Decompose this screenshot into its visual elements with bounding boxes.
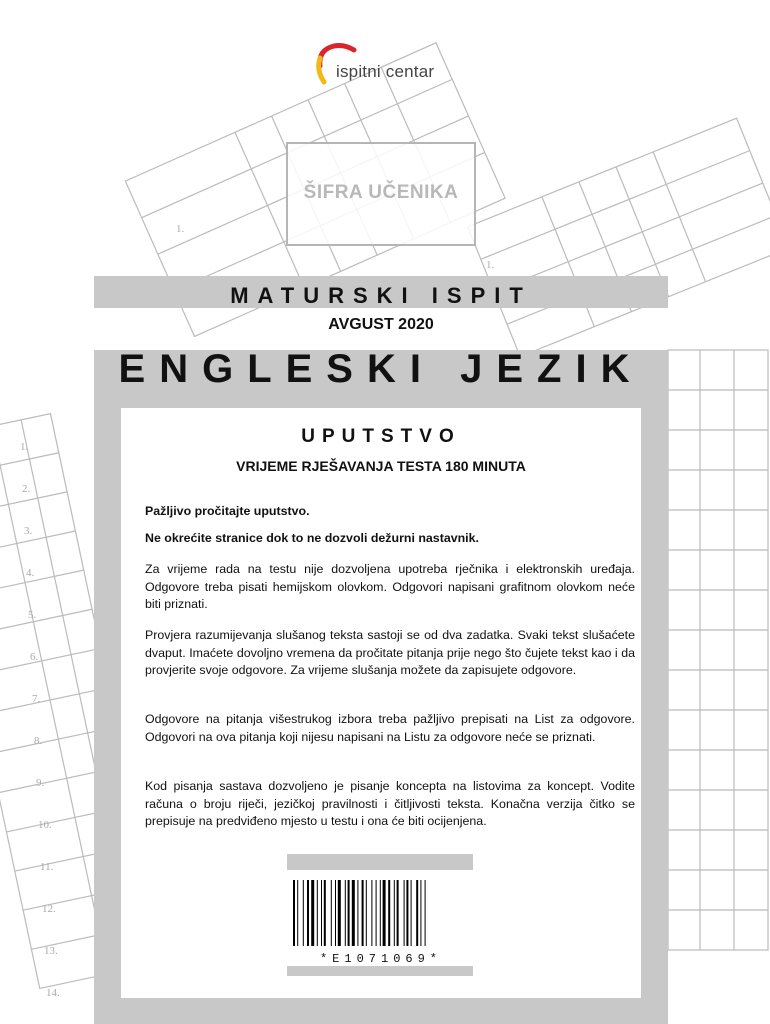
- instruction-paragraph: Odgovore na pitanja višestrukog izbora treba pažljivo prepisati na List za odgovore. Odgovori na ova pitanja koji nijesu napisani na Listu za odgovore neće se priznati.: [145, 712, 635, 744]
- form-number: 1.: [486, 259, 495, 271]
- barcode-bar: [317, 880, 318, 946]
- barcode-bar: [352, 880, 355, 946]
- form-number: 9.: [36, 777, 45, 789]
- form-number: 5.: [28, 609, 37, 621]
- form-number: 13.: [44, 945, 58, 957]
- barcode-bar: [406, 880, 408, 946]
- barcode-bar: [420, 880, 421, 946]
- barcode-bar: [371, 880, 372, 946]
- form-number: 1.: [176, 223, 185, 235]
- barcode-band: [287, 854, 473, 870]
- barcode-bar: [383, 880, 386, 946]
- student-code-label: ŠIFRA UČENIKA: [303, 182, 459, 203]
- barcode-bar: [311, 880, 314, 946]
- barcode-bar: [366, 880, 367, 946]
- barcode-bar: [335, 880, 336, 946]
- barcode-bar: [394, 880, 395, 946]
- form-number: 8.: [34, 735, 43, 747]
- barcode-bar: [324, 880, 326, 946]
- instruction-do-not-turn: Ne okrećite stranice dok to ne dozvoli dežurni nastavnik.: [145, 531, 479, 545]
- barcode-number: *E1071069*: [319, 952, 442, 966]
- form-number: 3.: [24, 525, 33, 537]
- barcode-bar: [348, 880, 350, 946]
- barcode-bar: [404, 880, 405, 946]
- exam-date: AVGUST 2020: [328, 316, 434, 333]
- instruction-paragraph: Kod pisanja sastava dozvoljeno je pisanje koncepta na listovima za koncept. Vodite računa o broju riječi, jezičkoj pravilnosti i čitljivosti teksta. Konačna verzija čitko se prepisuje na predviđeno mjesto u testu i ona će biti ocijenjena.: [145, 779, 635, 828]
- barcode-bar: [380, 880, 381, 946]
- subject-title: ENGLESKI JEZIK: [118, 347, 644, 391]
- form-number: 6.: [30, 651, 39, 663]
- form-number: 1.: [20, 441, 29, 453]
- barcode: [293, 880, 469, 946]
- logo-text: ispitni centar: [336, 62, 435, 81]
- barcode-bar: [397, 880, 399, 946]
- student-code-box: [286, 142, 476, 246]
- barcode-bar: [416, 880, 418, 946]
- barcode-bar: [388, 880, 390, 946]
- barcode-bar: [307, 880, 309, 946]
- form-number: 7.: [32, 693, 41, 705]
- form-number: 14.: [46, 987, 60, 999]
- barcode-bar: [357, 880, 358, 946]
- instruction-paragraph: Provjera razumijevanja slušanog teksta sastoji se od dva zadatka. Svaki tekst slušaćete dvaput. Imaćete dovoljno vremena da pročitate pitanja prije nego što čujete tekst kao i da provjerite svoje odgovore. Za vrijeme slušanja možete da zapisujete odgovore.: [145, 628, 635, 677]
- instruction-read-carefully: Pažljivo pročitajte uputstvo.: [145, 504, 310, 518]
- exam-title: MATURSKI ISPIT: [230, 283, 532, 308]
- barcode-bar: [362, 880, 364, 946]
- instructions-title: UPUTSTVO: [301, 426, 461, 447]
- barcode-bar: [345, 880, 346, 946]
- barcode-bar: [376, 880, 377, 946]
- barcode-bar: [293, 880, 295, 946]
- form-number: 2.: [22, 483, 31, 495]
- barcode-bar: [303, 880, 304, 946]
- barcode-bar: [425, 880, 426, 946]
- barcode-bar: [331, 880, 332, 946]
- form-number: 10.: [38, 819, 52, 831]
- form-number: 4.: [26, 567, 35, 579]
- test-duration: VRIJEME RJEŠAVANJA TESTA 180 MINUTA: [236, 458, 526, 474]
- barcode-bar: [321, 880, 322, 946]
- barcode-bar: [338, 880, 341, 946]
- instruction-paragraph: Za vrijeme rada na testu nije dozvoljena upotreba rječnika i elektronskih uređaja. Odgovore treba pisati hemijskom olovkom. Odgovori napisani grafitnom olovkom neće biti priznati.: [145, 562, 635, 611]
- form-number: 12.: [42, 903, 56, 915]
- barcode-bottom-band: [287, 966, 473, 976]
- barcode-bar: [297, 880, 298, 946]
- barcode-bar: [411, 880, 412, 946]
- form-number: 11.: [40, 861, 54, 873]
